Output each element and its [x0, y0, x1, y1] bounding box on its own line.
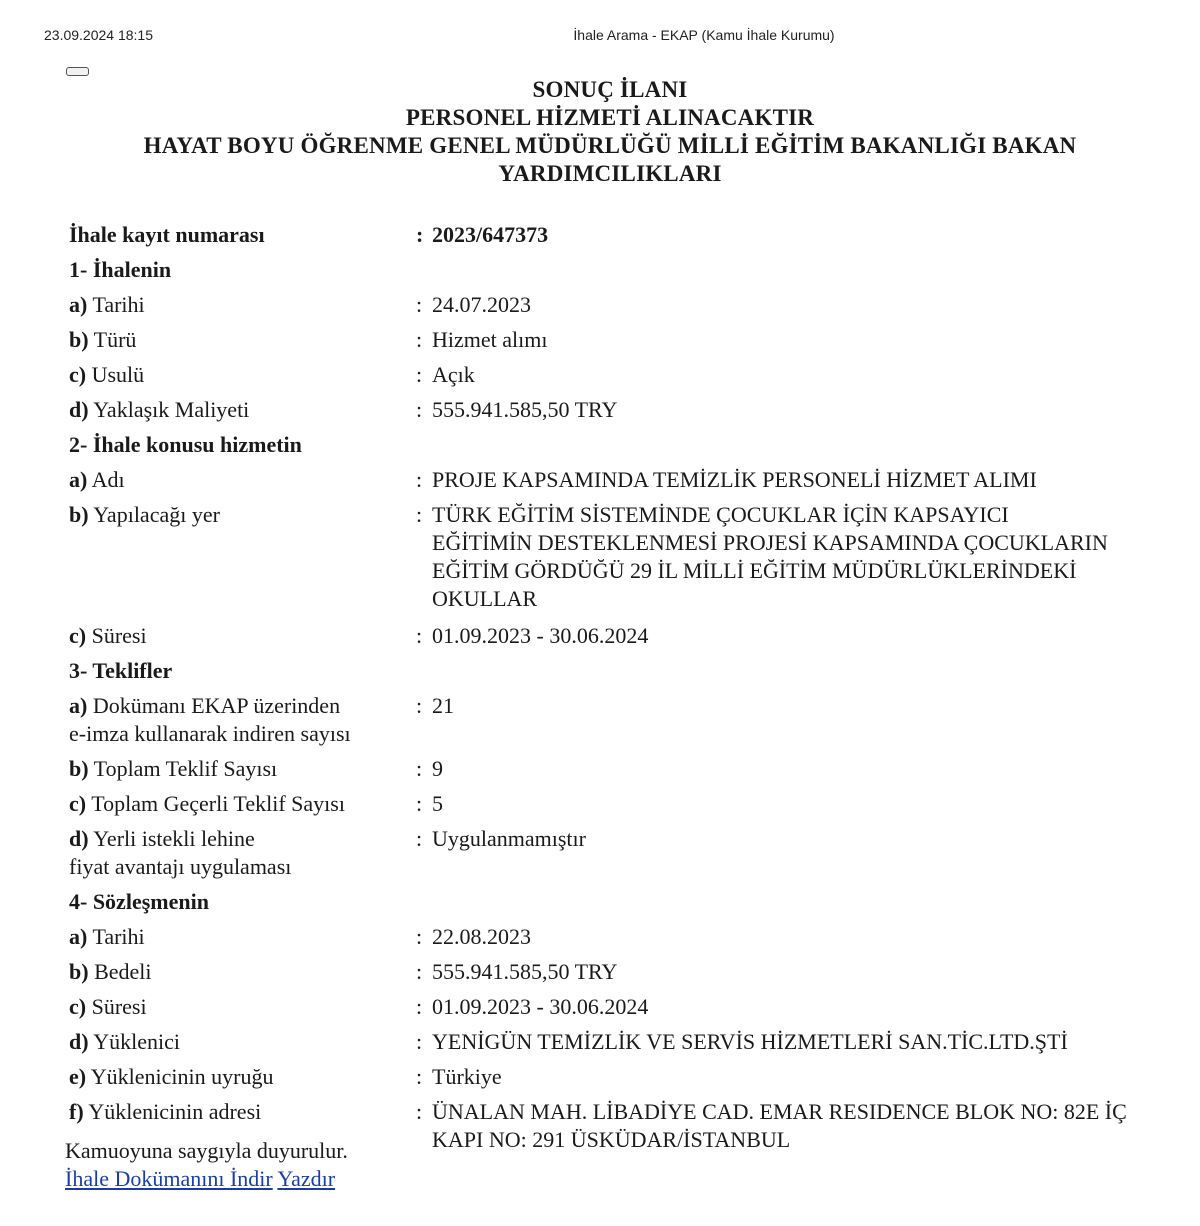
contractor-key: d): [69, 1029, 89, 1054]
contractor-label: Yüklenici: [93, 1029, 181, 1054]
docs-downloaded-label-1: Dokümanı EKAP üzerinden: [92, 693, 341, 718]
contract-duration-value: : 01.09.2023 - 30.06.2024: [416, 993, 1169, 1021]
download-documents-link[interactable]: İhale Dokümanını İndir: [65, 1166, 273, 1191]
section-2-title-text: 2- İhale konusu hizmetin: [69, 432, 302, 457]
section-2-title: [69, 430, 1169, 465]
heading-line-3: HAYAT BOYU ÖĞRENME GENEL MÜDÜRLÜĞÜ MİLLİ EĞİTİM BAKANLIĞI BAKAN: [143, 133, 1077, 158]
local-advantage-row: [69, 824, 1169, 887]
contractor-address-value: : ÜNALAN MAH. LİBADİYE CAD. EMAR RESIDENCE BLOK NO: 82E İÇ KAPI NO: 291 ÜSKÜDAR/İSTANBUL: [416, 1098, 1142, 1154]
record-number-label: İhale kayıt numarası: [69, 222, 265, 247]
heading-line-1: SONUÇ İLANI: [532, 77, 688, 102]
tender-cost-label: Yaklaşık Maliyeti: [93, 397, 250, 422]
valid-bids-key: c): [69, 791, 87, 816]
tender-type-value: : Hizmet alımı: [416, 326, 1169, 354]
tender-date-label: Tarihi: [92, 292, 145, 317]
print-datetime: 23.09.2024 18:15: [44, 27, 153, 43]
total-bids-label: Toplam Teklif Sayısı: [93, 756, 278, 781]
section-1-title: [69, 255, 1169, 290]
footer: [65, 1137, 348, 1193]
service-place-label: Yapılacağı yer: [93, 502, 220, 527]
contract-date-key: a): [69, 924, 88, 949]
collapse-icon[interactable]: [66, 67, 89, 76]
service-name-label: Adı: [91, 467, 125, 492]
total-bids-value: : 9: [416, 755, 1169, 783]
service-place-key: b): [69, 502, 89, 527]
tender-type-key: b): [69, 327, 89, 352]
local-advantage-value: : Uygulanmamıştır: [416, 825, 1169, 853]
docs-downloaded-value: : 21: [416, 692, 1169, 720]
tender-method-key: c): [69, 362, 87, 387]
section-1-title-text: 1- İhalenin: [69, 257, 172, 282]
footer-links: [65, 1165, 348, 1193]
contract-date-row: [69, 922, 1169, 957]
tender-method-label: Usulü: [91, 362, 145, 387]
print-page-title: İhale Arama - EKAP (Kamu İhale Kurumu): [573, 27, 835, 43]
contract-duration-key: c): [69, 994, 87, 1019]
contract-duration-row: [69, 992, 1169, 1027]
contract-price-row: [69, 957, 1169, 992]
local-advantage-key: d): [69, 826, 89, 851]
contractor-nationality-label: Yüklenicinin uyruğu: [90, 1064, 274, 1089]
contractor-nationality-row: [69, 1062, 1169, 1097]
print-link[interactable]: Yazdır: [277, 1166, 336, 1191]
tender-cost-row: [69, 395, 1169, 430]
tender-method-row: [69, 360, 1169, 395]
contractor-nationality-value: : Türkiye: [416, 1063, 1169, 1091]
section-3-title: [69, 656, 1169, 691]
section-4-title-text: 4- Sözleşmenin: [69, 889, 209, 914]
contractor-address-label: Yüklenicinin adresi: [88, 1099, 262, 1124]
service-duration-label: Süresi: [91, 623, 147, 648]
tender-date-value: : 24.07.2023: [416, 291, 1169, 319]
contract-duration-label: Süresi: [91, 994, 147, 1019]
contractor-address-key: f): [69, 1099, 84, 1124]
docs-downloaded-row: [69, 691, 1169, 754]
record-number-row: [69, 220, 1169, 255]
service-name-key: a): [69, 467, 88, 492]
section-4-title: [69, 887, 1169, 922]
local-advantage-label-2: fiyat avantajı uygulaması: [69, 854, 292, 879]
announcement-heading: [60, 76, 1160, 188]
tender-cost-value: : 555.941.585,50 TRY: [416, 396, 1169, 424]
valid-bids-row: [69, 789, 1169, 824]
total-bids-key: b): [69, 756, 89, 781]
announcement-details: [69, 220, 1169, 1160]
service-duration-row: [69, 621, 1169, 656]
service-name-value: : PROJE KAPSAMINDA TEMİZLİK PERSONELİ HİZMET ALIMI: [416, 466, 1169, 494]
heading-line-4: YARDIMCILIKLARI: [498, 161, 722, 186]
docs-downloaded-key: a): [69, 693, 88, 718]
announcement-closing: Kamuoyuna saygıyla duyurulur.: [65, 1138, 348, 1163]
valid-bids-value: : 5: [416, 790, 1169, 818]
local-advantage-label-1: Yerli istekli lehine: [93, 826, 255, 851]
tender-type-row: [69, 325, 1169, 360]
record-number-value: : 2023/647373: [416, 221, 1169, 249]
valid-bids-label: Toplam Geçerli Teklif Sayısı: [91, 791, 345, 816]
service-duration-value: : 01.09.2023 - 30.06.2024: [416, 622, 1169, 650]
contract-date-label: Tarihi: [92, 924, 145, 949]
print-header: [0, 27, 1200, 47]
tender-method-value: : Açık: [416, 361, 1169, 389]
contractor-value: : YENİGÜN TEMİZLİK VE SERVİS HİZMETLERİ SAN.TİC.LTD.ŞTİ: [416, 1028, 1169, 1056]
total-bids-row: [69, 754, 1169, 789]
service-place-row: [69, 500, 1169, 621]
tender-date-row: [69, 290, 1169, 325]
tender-cost-key: d): [69, 397, 89, 422]
contract-price-label: Bedeli: [94, 959, 152, 984]
tender-date-key: a): [69, 292, 88, 317]
service-name-row: [69, 465, 1169, 500]
contractor-nationality-key: e): [69, 1064, 87, 1089]
contract-date-value: : 22.08.2023: [416, 923, 1169, 951]
service-place-value: : TÜRK EĞİTİM SİSTEMİNDE ÇOCUKLAR İÇİN KAPSAYICI EĞİTİMİN DESTEKLENMESİ PROJESİ KAPSAMINDA ÇOCUKLARIN EĞİTİM GÖRDÜĞÜ 29 İL MİLLİ EĞİTİM MÜDÜRLÜKLERİNDEKİ OKULLAR: [416, 501, 1112, 613]
section-3-title-text: 3- Teklifler: [69, 658, 173, 683]
docs-downloaded-label-2: e-imza kullanarak indiren sayısı: [69, 721, 351, 746]
contract-price-value: : 555.941.585,50 TRY: [416, 958, 1169, 986]
heading-line-2: PERSONEL HİZMETİ ALINACAKTIR: [405, 105, 815, 130]
contract-price-key: b): [69, 959, 89, 984]
tender-type-label: Türü: [93, 327, 137, 352]
service-duration-key: c): [69, 623, 87, 648]
contractor-row: [69, 1027, 1169, 1062]
